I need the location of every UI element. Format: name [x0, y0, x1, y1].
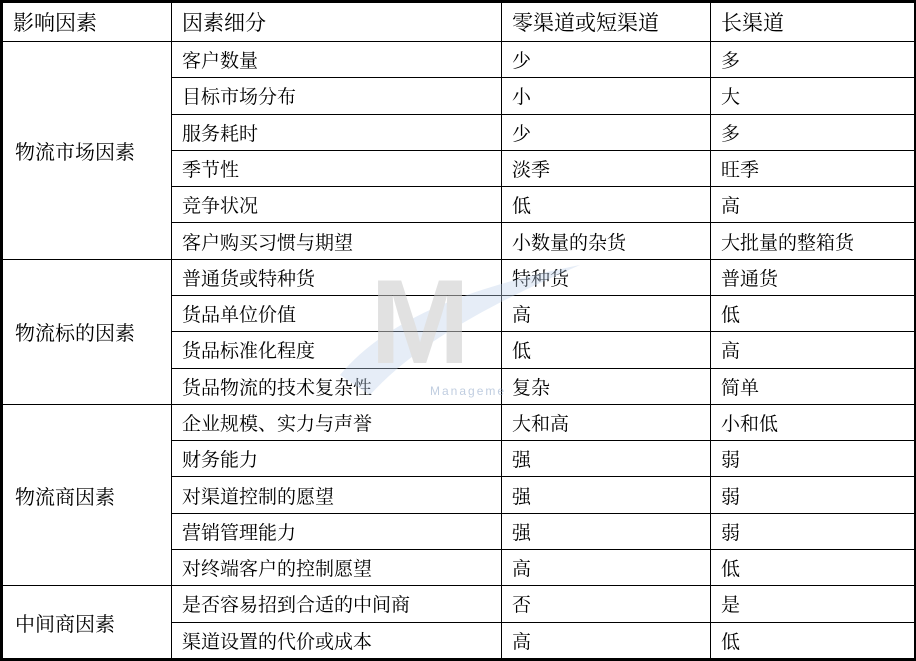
long-channel-cell: 大批量的整箱货	[711, 223, 915, 259]
short-channel-cell: 高	[502, 549, 711, 585]
long-channel-cell: 弱	[711, 513, 915, 549]
sub-factor-cell: 竞争状况	[172, 187, 502, 223]
sub-factor-cell: 货品单位价值	[172, 295, 502, 331]
sub-factor-cell: 货品物流的技术复杂性	[172, 368, 502, 404]
long-channel-cell: 普通货	[711, 259, 915, 295]
header-factor: 影响因素	[3, 3, 172, 42]
header-sub-factor: 因素细分	[172, 3, 502, 42]
table-row	[3, 42, 915, 78]
short-channel-cell: 低	[502, 332, 711, 368]
short-channel-cell: 特种货	[502, 259, 711, 295]
long-channel-cell: 低	[711, 295, 915, 331]
sub-factor-cell: 财务能力	[172, 441, 502, 477]
long-channel-cell: 多	[711, 42, 915, 78]
short-channel-cell: 强	[502, 513, 711, 549]
long-channel-cell: 低	[711, 549, 915, 585]
short-channel-cell: 强	[502, 441, 711, 477]
long-channel-cell: 低	[711, 622, 915, 659]
long-channel-cell: 大	[711, 78, 915, 114]
long-channel-cell: 多	[711, 114, 915, 150]
factor-group-label: 物流标的因素	[3, 259, 172, 404]
short-channel-cell: 小数量的杂货	[502, 223, 711, 259]
long-channel-cell: 高	[711, 187, 915, 223]
long-channel-cell: 高	[711, 332, 915, 368]
long-channel-cell: 简单	[711, 368, 915, 404]
sub-factor-cell: 货品标准化程度	[172, 332, 502, 368]
factor-group-label: 物流市场因素	[3, 42, 172, 260]
short-channel-cell: 强	[502, 477, 711, 513]
header-short-channel: 零渠道或短渠道	[502, 3, 711, 42]
long-channel-cell: 弱	[711, 477, 915, 513]
sub-factor-cell: 目标市场分布	[172, 78, 502, 114]
header-long-channel: 长渠道	[711, 3, 915, 42]
long-channel-cell: 弱	[711, 441, 915, 477]
sub-factor-cell: 对渠道控制的愿望	[172, 477, 502, 513]
short-channel-cell: 高	[502, 295, 711, 331]
watermark-letter: M	[370, 255, 470, 389]
sub-factor-cell: 企业规模、实力与声誉	[172, 404, 502, 440]
sub-factor-cell: 对终端客户的控制愿望	[172, 549, 502, 585]
short-channel-cell: 小	[502, 78, 711, 114]
factor-group-label: 物流商因素	[3, 404, 172, 585]
sub-factor-cell: 营销管理能力	[172, 513, 502, 549]
sub-factor-cell: 客户购买习惯与期望	[172, 223, 502, 259]
long-channel-cell: 小和低	[711, 404, 915, 440]
short-channel-cell: 低	[502, 187, 711, 223]
sub-factor-cell: 季节性	[172, 150, 502, 186]
short-channel-cell: 高	[502, 622, 711, 659]
short-channel-cell: 否	[502, 586, 711, 622]
table-body	[3, 42, 915, 659]
header-row	[3, 3, 915, 42]
channel-factor-table	[2, 2, 915, 659]
factor-group-label: 中间商因素	[3, 586, 172, 659]
short-channel-cell: 大和高	[502, 404, 711, 440]
short-channel-cell: 复杂	[502, 368, 711, 404]
watermark-caption: Manageme	[430, 384, 507, 398]
table-row	[3, 586, 915, 622]
table-row	[3, 404, 915, 440]
sub-factor-cell: 是否容易招到合适的中间商	[172, 586, 502, 622]
short-channel-cell: 少	[502, 114, 711, 150]
short-channel-cell: 少	[502, 42, 711, 78]
sub-factor-cell: 客户数量	[172, 42, 502, 78]
sub-factor-cell: 渠道设置的代价或成本	[172, 622, 502, 659]
sub-factor-cell: 普通货或特种货	[172, 259, 502, 295]
long-channel-cell: 是	[711, 586, 915, 622]
sub-factor-cell: 服务耗时	[172, 114, 502, 150]
table-row	[3, 259, 915, 295]
short-channel-cell: 淡季	[502, 150, 711, 186]
long-channel-cell: 旺季	[711, 150, 915, 186]
